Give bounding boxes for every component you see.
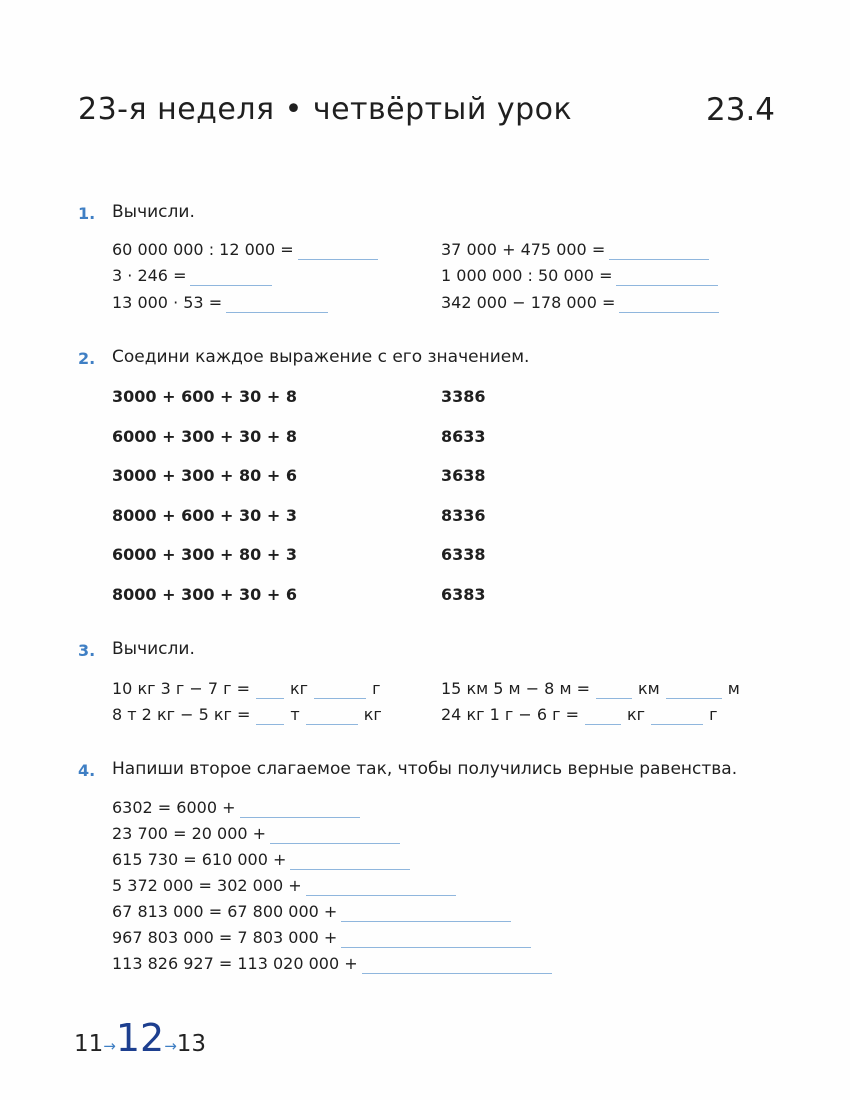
current-page-number: 12	[115, 1016, 165, 1060]
expression: 10 кг 3 г − 7 г =	[112, 679, 251, 698]
task-1-row-2	[112, 266, 272, 286]
task-1-row-5	[441, 266, 718, 286]
match-expression[interactable]: 3000 + 300 + 80 + 6	[112, 466, 297, 485]
expression: 3 · 246 =	[112, 266, 187, 285]
equation: 67 813 000 = 67 800 000 +	[112, 902, 338, 921]
equation: 113 826 927 = 113 020 000 +	[112, 954, 358, 973]
unit: кг	[290, 679, 309, 698]
answer-blank[interactable]	[585, 710, 621, 725]
equation: 23 700 = 20 000 +	[112, 824, 267, 843]
answer-blank[interactable]	[619, 298, 719, 313]
task-4-row	[112, 798, 360, 818]
task-4-row	[112, 954, 552, 974]
expression: 8 т 2 кг − 5 кг =	[112, 705, 251, 724]
equation: 5 372 000 = 302 000 +	[112, 876, 302, 895]
match-expression[interactable]: 6000 + 300 + 30 + 8	[112, 427, 297, 446]
answer-blank[interactable]	[306, 710, 358, 725]
answer-blank[interactable]	[270, 829, 400, 844]
answer-blank[interactable]	[666, 684, 722, 699]
task-3-row-1	[112, 679, 381, 699]
answer-blank[interactable]	[256, 684, 284, 699]
unit: г	[709, 705, 718, 724]
match-value[interactable]: 6383	[441, 585, 486, 604]
page-title: 23-я неделя • четвёртый урок	[78, 92, 573, 127]
task-2-number: 2.	[78, 349, 96, 368]
unit: кг	[627, 705, 646, 724]
match-expression[interactable]: 8000 + 600 + 30 + 3	[112, 506, 297, 525]
task-1-row-4	[441, 240, 709, 260]
unit: г	[372, 679, 381, 698]
page-navigator	[74, 1016, 206, 1060]
answer-blank[interactable]	[190, 271, 272, 286]
lesson-code: 23.4	[706, 92, 776, 128]
answer-blank[interactable]	[341, 907, 511, 922]
equation: 615 730 = 610 000 +	[112, 850, 287, 869]
task-3-row-4	[441, 705, 718, 725]
arrow-right-icon: →	[103, 1037, 116, 1055]
answer-blank[interactable]	[314, 684, 366, 699]
match-value[interactable]: 3386	[441, 387, 486, 406]
task-3-row-2	[112, 705, 382, 725]
answer-blank[interactable]	[240, 803, 360, 818]
match-expression[interactable]: 8000 + 300 + 30 + 6	[112, 585, 297, 604]
task-1-row-1	[112, 240, 378, 260]
expression: 60 000 000 : 12 000 =	[112, 240, 294, 259]
answer-blank[interactable]	[226, 298, 328, 313]
next-page-number[interactable]: 13	[176, 1031, 207, 1057]
match-value[interactable]: 6338	[441, 545, 486, 564]
task-1-prompt: Вычисли.	[112, 202, 195, 222]
unit: км	[638, 679, 660, 698]
task-4-row	[112, 876, 456, 896]
answer-blank[interactable]	[616, 271, 718, 286]
task-1-row-6	[441, 293, 719, 313]
arrow-right-icon: →	[164, 1037, 177, 1055]
match-value[interactable]: 8633	[441, 427, 486, 446]
answer-blank[interactable]	[651, 710, 703, 725]
task-4-row	[112, 850, 410, 870]
equation: 6302 = 6000 +	[112, 798, 236, 817]
task-4-prompt: Напиши второе слагаемое так, чтобы получились верные равенства.	[112, 759, 738, 779]
expression: 24 кг 1 г − 6 г =	[441, 705, 580, 724]
task-2-prompt: Соедини каждое выражение с его значением.	[112, 347, 530, 367]
unit: кг	[363, 705, 382, 724]
answer-blank[interactable]	[306, 881, 456, 896]
answer-blank[interactable]	[341, 933, 531, 948]
task-3-number: 3.	[78, 641, 96, 660]
task-4-row	[112, 902, 511, 922]
unit: т	[290, 705, 300, 724]
task-1-number: 1.	[78, 204, 96, 223]
answer-blank[interactable]	[596, 684, 632, 699]
answer-blank[interactable]	[609, 245, 709, 260]
prev-page-number[interactable]: 11	[74, 1031, 104, 1057]
match-value[interactable]: 8336	[441, 506, 486, 525]
match-expression[interactable]: 6000 + 300 + 80 + 3	[112, 545, 297, 564]
expression: 1 000 000 : 50 000 =	[441, 266, 613, 285]
answer-blank[interactable]	[362, 959, 552, 974]
task-4-number: 4.	[78, 761, 96, 780]
task-1-row-3	[112, 293, 328, 313]
task-3-prompt: Вычисли.	[112, 639, 195, 659]
expression: 15 км 5 м − 8 м =	[441, 679, 591, 698]
answer-blank[interactable]	[290, 855, 410, 870]
match-value[interactable]: 3638	[441, 466, 486, 485]
expression: 13 000 · 53 =	[112, 293, 223, 312]
match-expression[interactable]: 3000 + 600 + 30 + 8	[112, 387, 297, 406]
unit: м	[727, 679, 740, 698]
equation: 967 803 000 = 7 803 000 +	[112, 928, 338, 947]
task-4-row	[112, 928, 531, 948]
answer-blank[interactable]	[298, 245, 378, 260]
answer-blank[interactable]	[256, 710, 284, 725]
task-3-row-3	[441, 679, 740, 699]
expression: 37 000 + 475 000 =	[441, 240, 606, 259]
expression: 342 000 − 178 000 =	[441, 293, 616, 312]
task-4-row	[112, 824, 400, 844]
